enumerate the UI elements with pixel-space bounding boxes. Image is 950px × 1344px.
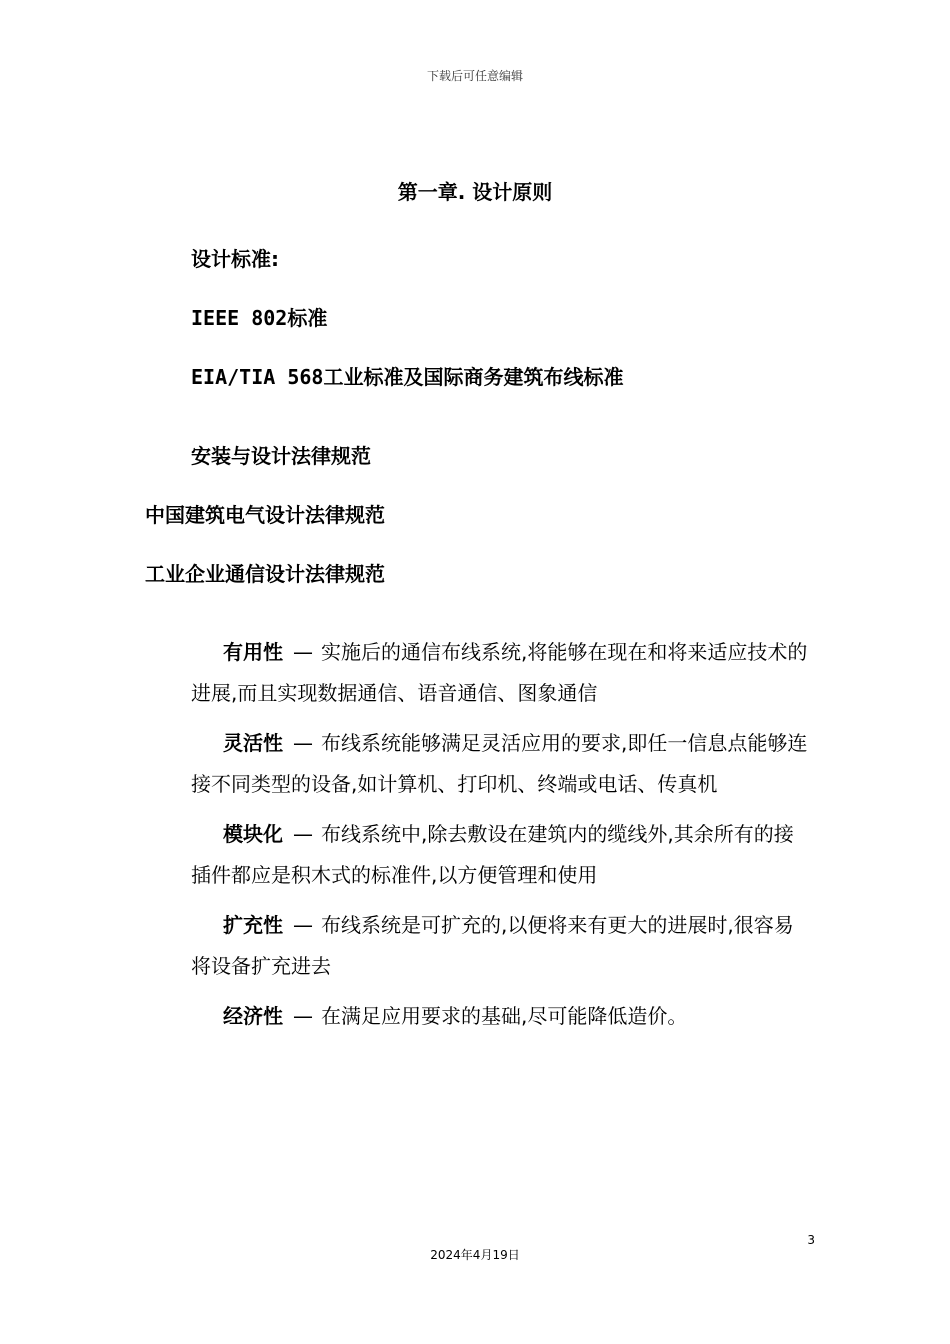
principle-text: 实施后的通信布线系统,将能够在现在和将来适应技术的进展,而且实现数据通信、语音通信、图象通信	[191, 640, 808, 705]
standard-eia-tia: EIA/TIA 568工业标准及国际商务建筑布线标准	[191, 365, 624, 389]
principle-usefulness	[191, 632, 811, 714]
principle-modularity	[191, 814, 811, 896]
standard-ieee: IEEE 802标准	[191, 306, 328, 330]
principle-term: 扩充性	[223, 913, 283, 937]
page-number: 3	[807, 1233, 815, 1247]
footer-date: 2024年4月19日	[430, 1248, 520, 1262]
principle-term: 经济性	[223, 1004, 283, 1028]
standard-china-electrical: 中国建筑电气设计法律规范	[145, 503, 385, 527]
principle-text: 布线系统是可扩充的,以便将来有更大的进展时,很容易将设备扩充进去	[191, 913, 794, 978]
standard-industrial-communication: 工业企业通信设计法律规范	[145, 562, 385, 586]
principle-flexibility	[191, 723, 811, 805]
principle-dash: —	[293, 640, 313, 664]
design-principles-list	[191, 632, 811, 1046]
principle-term: 模块化	[223, 822, 283, 846]
principle-dash: —	[293, 1004, 313, 1028]
principle-text: 在满足应用要求的基础,尽可能降低造价。	[321, 1004, 688, 1028]
principle-expandability	[191, 905, 811, 987]
principle-dash: —	[293, 731, 313, 755]
principle-text: 布线系统中,除去敷设在建筑内的缆线外,其余所有的接插件都应是积木式的标准件,以方便管理和使用	[191, 822, 794, 887]
principle-dash: —	[293, 913, 313, 937]
standards-heading: 设计标准:	[191, 247, 279, 271]
standard-install-regulation: 安装与设计法律规范	[191, 444, 371, 468]
principle-economy	[191, 996, 811, 1037]
principle-dash: —	[293, 822, 313, 846]
chapter-title: 第一章. 设计原则	[397, 180, 553, 204]
principle-term: 灵活性	[223, 731, 283, 755]
principle-term: 有用性	[223, 640, 283, 664]
principle-text: 布线系统能够满足灵活应用的要求,即任一信息点能够连接不同类型的设备,如计算机、打印机、终端或电话、传真机	[191, 731, 808, 796]
header-note: 下载后可任意编辑	[426, 69, 523, 83]
